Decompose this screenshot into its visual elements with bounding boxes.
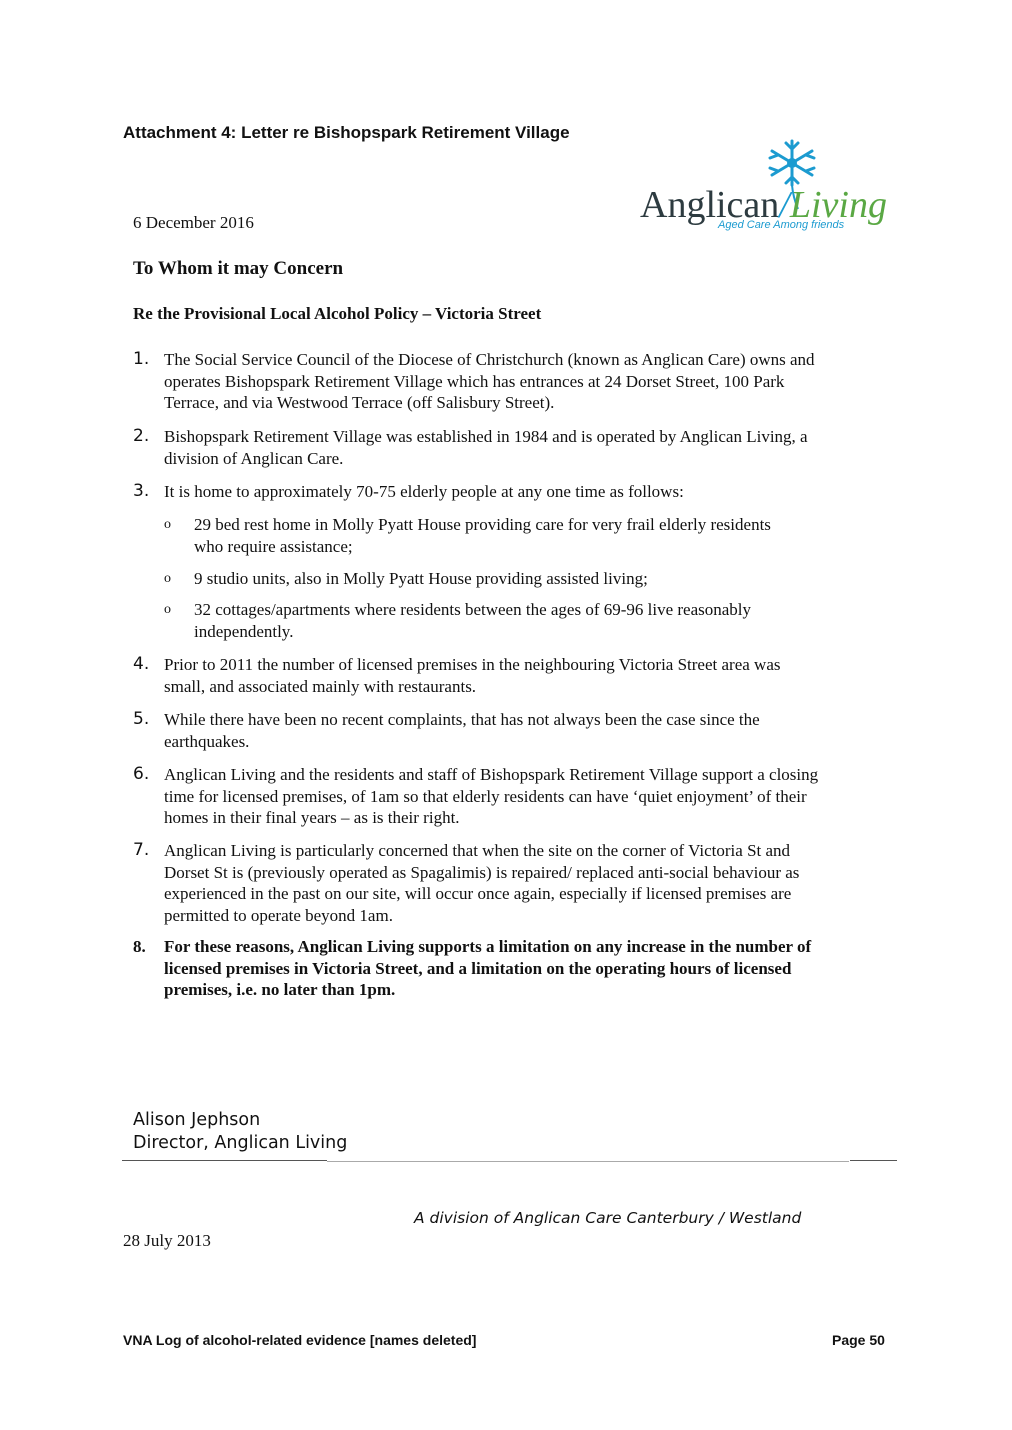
list-item — [133, 349, 823, 414]
list-item — [133, 481, 823, 503]
list-number: 5. — [133, 709, 150, 729]
sub-list-text: 9 studio units, also in Molly Pyatt House providing assisted living; — [194, 569, 648, 588]
sub-list-marker: o — [164, 517, 171, 532]
list-text: The Social Service Council of the Diocese of Christchurch (known as Anglican Care) owns and operates Bishopspark Retirement Village which has entrances at 24 Dorset Street, 100 Park Terrace, and via Westwood Terrace (off Salisbury Street). — [164, 350, 815, 412]
sub-list-item — [164, 599, 804, 642]
letter-date: 6 December 2016 — [133, 213, 254, 232]
division-line: A division of Anglican Care Canterbury / Westland — [414, 1209, 802, 1227]
page-number: Page 50 — [832, 1332, 885, 1348]
logo-slash: / — [779, 184, 790, 226]
re-line: Re the Provisional Local Alcohol Policy – Victoria Street — [133, 304, 542, 323]
list-text: It is home to approximately 70-75 elderly people at any one time as follows: — [164, 482, 684, 501]
footer-date: 28 July 2013 — [123, 1231, 211, 1250]
sub-list-text: 29 bed rest home in Molly Pyatt House providing care for very frail elderly residents who require assistance; — [194, 515, 771, 556]
sub-list-item — [164, 568, 804, 590]
list-number: 2. — [133, 426, 150, 446]
list-number: 8. — [133, 937, 146, 956]
list-number: 4. — [133, 654, 150, 674]
logo-word-living: Living — [789, 184, 887, 226]
list-number: 1. — [133, 349, 150, 369]
signatory-name: Alison Jephson — [133, 1110, 261, 1130]
footer-document-title: VNA Log of alcohol-related evidence [names deleted] — [123, 1332, 477, 1348]
list-text: Bishopspark Retirement Village was established in 1984 and is operated by Anglican Living, a division of Anglican Care. — [164, 427, 808, 468]
signatory-title: Director, Anglican Living — [133, 1133, 348, 1153]
salutation: To Whom it may Concern — [133, 258, 344, 279]
logo-tagline: Aged Care Among friends — [718, 219, 845, 231]
list-number: 6. — [133, 764, 150, 784]
list-number: 7. — [133, 840, 150, 860]
divider — [327, 1161, 849, 1162]
list-text: While there have been no recent complaints, that has not always been the case since the earthquakes. — [164, 710, 760, 751]
anglican-living-logo — [640, 135, 905, 245]
attachment-title: Attachment 4: Letter re Bishopspark Retirement Village — [123, 123, 570, 142]
list-item — [133, 709, 823, 752]
list-item — [133, 764, 823, 829]
list-text: For these reasons, Anglican Living supports a limitation on any increase in the number of licensed premises in Victoria Street, and a limitation on the operating hours of licensed premises, i.e. no later than 1pm. — [164, 937, 812, 999]
sub-list-marker: o — [164, 571, 171, 586]
sub-list-item — [164, 514, 804, 557]
logo-word-anglican: Anglican — [640, 184, 780, 226]
divider — [850, 1160, 897, 1161]
list-item — [133, 654, 823, 697]
divider — [122, 1160, 327, 1161]
sub-list-marker: o — [164, 602, 171, 617]
sub-list-text: 32 cottages/apartments where residents between the ages of 69-96 live reasonably independently. — [194, 600, 752, 641]
list-text: Anglican Living is particularly concerned that when the site on the corner of Victoria St and Dorset St is (previously operated as Spagalimis) is repaired/ replaced anti-social behaviour as experienced in the past on our site, will occur once again, especially if licensed premises are permitted to operate beyond 1am. — [164, 841, 800, 925]
list-text: Prior to 2011 the number of licensed premises in the neighbouring Victoria Street area was small, and associated mainly with restaurants. — [164, 655, 781, 696]
list-item — [133, 426, 823, 469]
list-number: 3. — [133, 481, 150, 501]
list-item — [133, 936, 823, 1001]
list-text: Anglican Living and the residents and staff of Bishopspark Retirement Village support a closing time for licensed premises, of 1am so that elderly residents can have ‘quiet enjoyment’ of their homes in their final years – as is their right. — [164, 765, 819, 827]
list-item — [133, 840, 823, 926]
